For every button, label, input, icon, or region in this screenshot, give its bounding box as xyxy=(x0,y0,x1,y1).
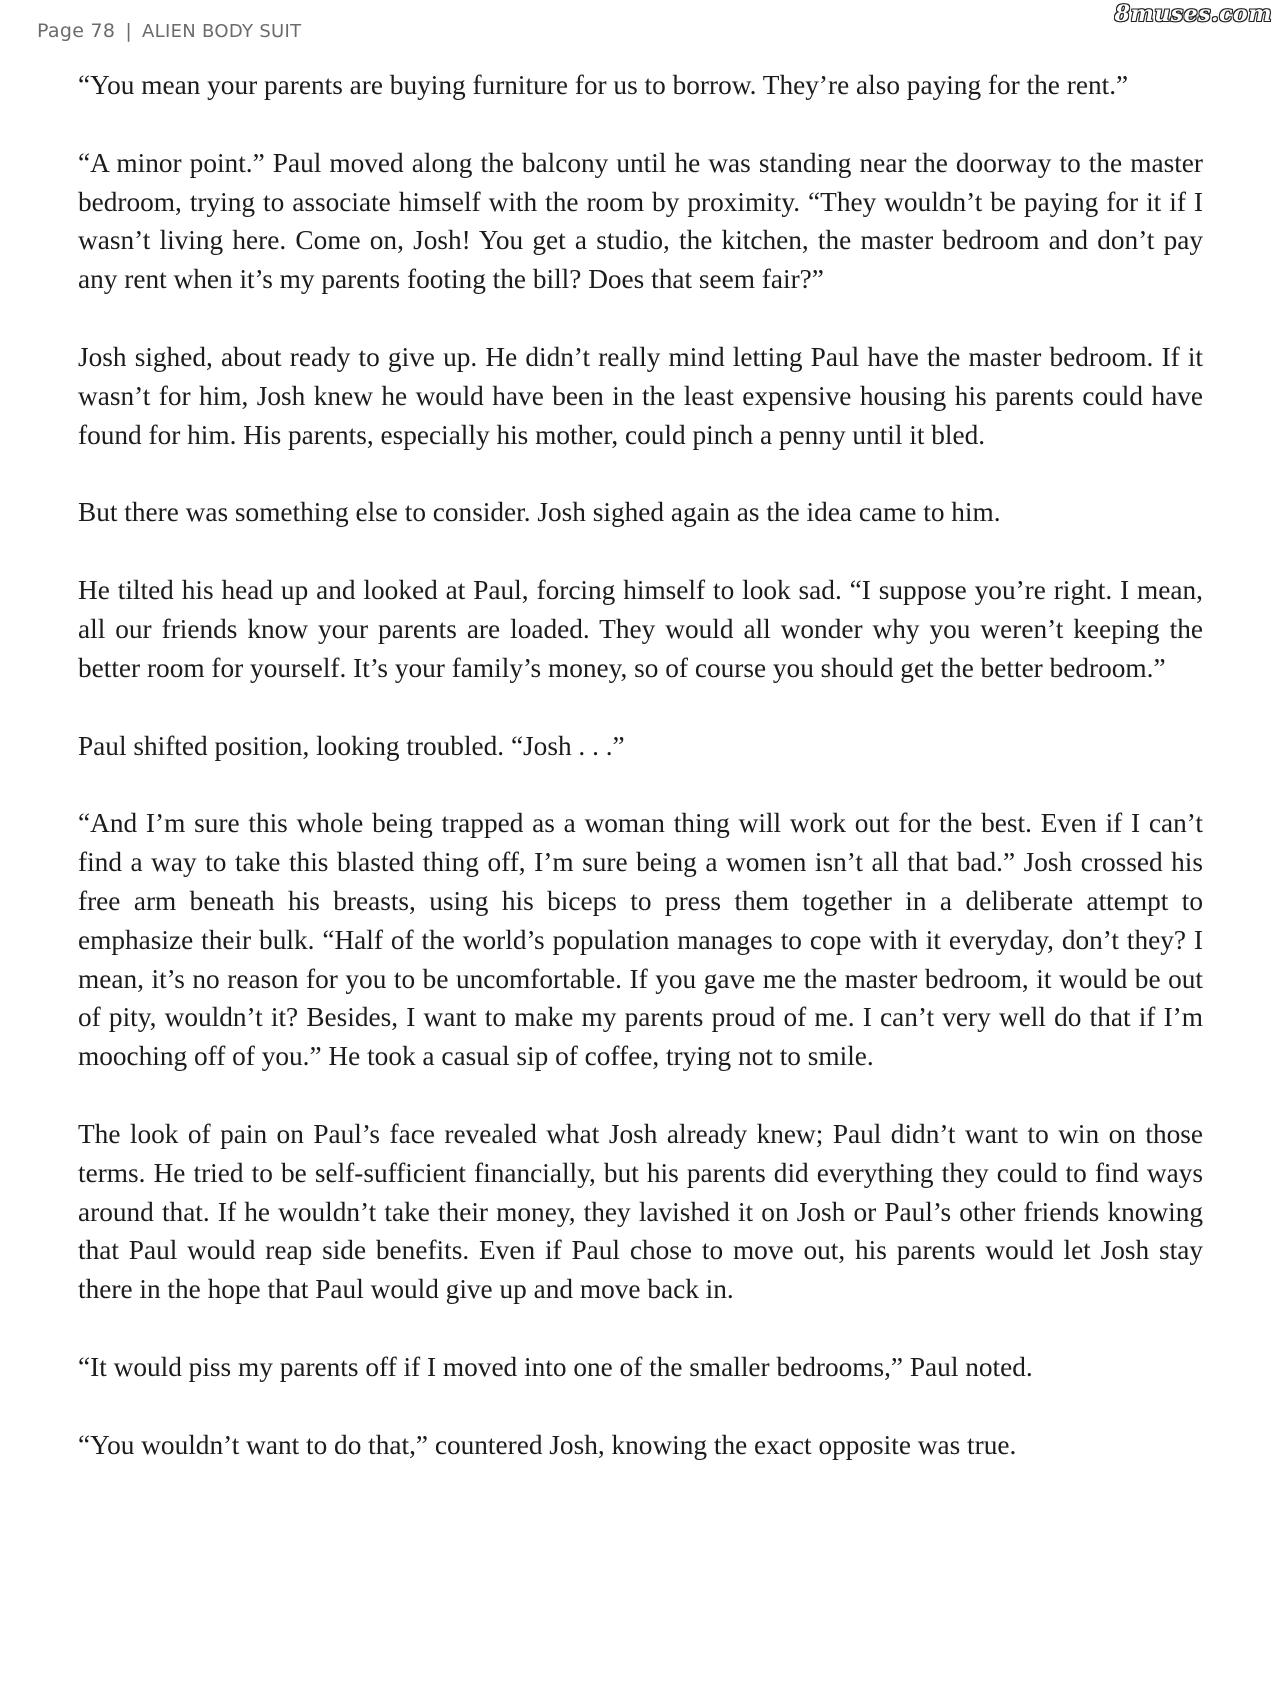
paragraph: He tilted his head up and looked at Paul, forcing himself to look sad. “I suppose you’re right. I mean, all our friends know your parents are loaded. They would all wonder why you weren’t keeping the better room for yourself. It’s your family’s money, so of course you should get the better bedroom.” xyxy=(78,575,1203,683)
paragraph: Paul shifted position, looking troubled. “Josh . . .” xyxy=(78,730,625,761)
site-watermark: 8muses.com xyxy=(1114,1,1272,27)
story-text xyxy=(78,66,1203,1504)
page-number: Page 78 xyxy=(37,20,116,42)
paragraph: But there was something else to consider. Josh sighed again as the idea came to him. xyxy=(78,497,1001,528)
paragraph: “And I’m sure this whole being trapped as a woman thing will work out for the best. Even if I can’t find a way to take this blasted thing off, I’m sure being a women isn’t all that bad.” Josh crossed his free arm beneath his breasts, using his biceps to press them together in a deliberate attempt to emphasize their bulk. “Half of the world’s population manages to cope with it everyday, don’t they? I mean, it’s no reason for you to be uncomfortable. If you gave me the master bedroom, it would be out of pity, wouldn’t it? Besides, I want to make my parents proud of me. I can’t very well do that if I’m mooching off of you.” He took a casual sip of coffee, trying not to smile. xyxy=(78,808,1203,1072)
paragraph: “It would piss my parents off if I moved into one of the smaller bedrooms,” Paul noted. xyxy=(78,1351,1033,1382)
book-title: ALIEN BODY SUIT xyxy=(142,21,302,42)
paragraph: “You wouldn’t want to do that,” countered Josh, knowing the exact opposite was true. xyxy=(78,1429,1017,1460)
paragraph: Josh sighed, about ready to give up. He didn’t really mind letting Paul have the master bedroom. If it wasn’t for him, Josh knew he would have been in the least expensive housing his parents could have found for him. His parents, especially his mother, could pinch a penny until it bled. xyxy=(78,341,1203,450)
paragraph: The look of pain on Paul’s face revealed what Josh already knew; Paul didn’t want to win on those terms. He tried to be self-sufficient financially, but his parents did everything they could to find ways around that. If he wouldn’t take their money, they lavished it on Josh or Paul’s other friends knowing that Paul would reap side benefits. Even if Paul chose to move out, his parents would let Josh stay there in the hope that Paul would give up and move back in. xyxy=(78,1118,1203,1305)
header-separator: | xyxy=(125,20,133,42)
paragraph: “A minor point.” Paul moved along the balcony until he was standing near the doorway to the master bedroom, trying to associate himself with the room by proximity. “They wouldn’t be paying for it if I wasn’t living here. Come on, Josh! You get a studio, the kitchen, the master bedroom and don’t pay any rent when it’s my parents footing the bill? Does that seem fair?” xyxy=(78,147,1203,295)
running-header xyxy=(37,20,301,42)
paragraph: “You mean your parents are buying furniture for us to borrow. They’re also paying for the rent.” xyxy=(78,70,1129,100)
